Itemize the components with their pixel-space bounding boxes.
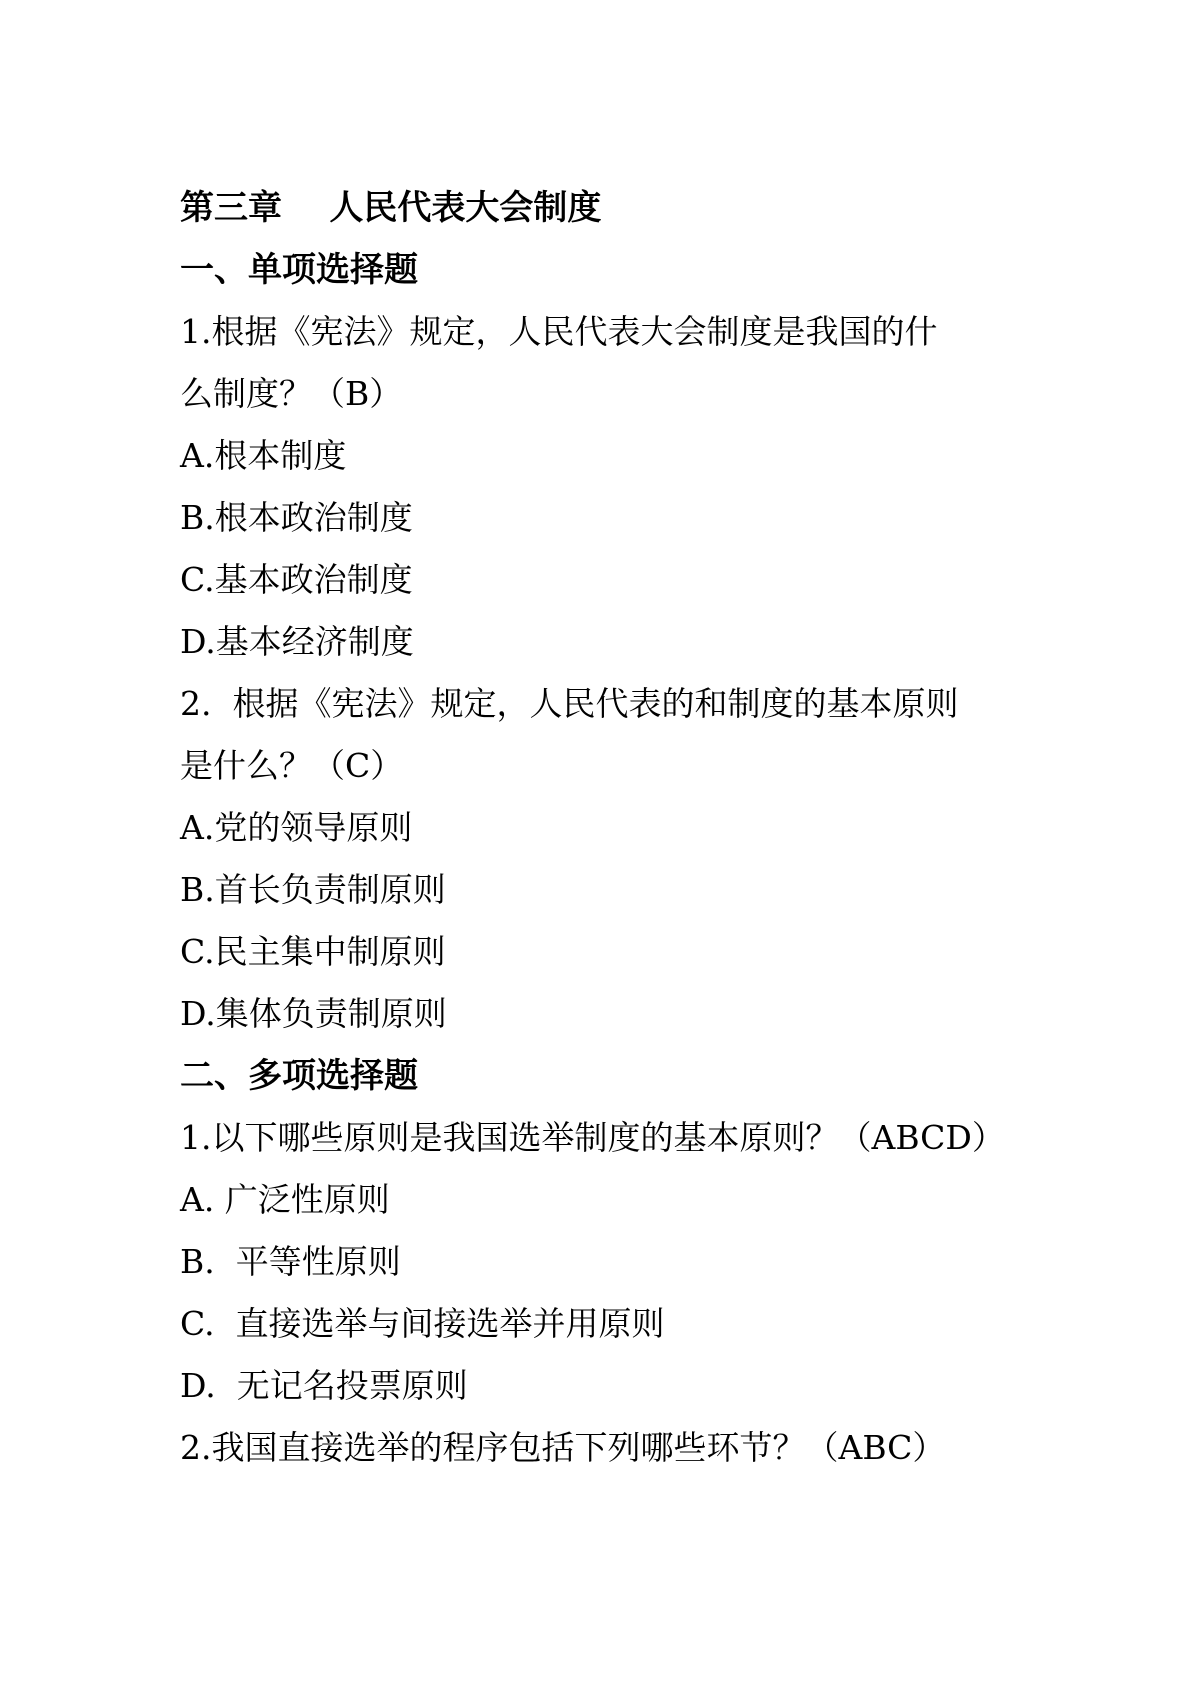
question-stem-line: 2.我国直接选举的程序包括下列哪些环节？（ABC） bbox=[180, 1428, 946, 1467]
section-heading-single-choice: 一、单项选择题 bbox=[180, 250, 418, 290]
question-stem-line: 1.根据《宪法》规定，人民代表大会制度是我国的什 bbox=[180, 312, 938, 351]
question-stem-line: 1.以下哪些原则是我国选举制度的基本原则？（ABCD） bbox=[180, 1118, 1005, 1157]
answer-option: C.基本政治制度 bbox=[180, 560, 413, 599]
question-stem-line: 么制度？（B） bbox=[180, 374, 403, 413]
answer-option: B.首长负责制原则 bbox=[180, 870, 446, 909]
answer-option: A. 广泛性原则 bbox=[180, 1180, 390, 1219]
answer-option: A.党的领导原则 bbox=[180, 808, 413, 847]
answer-option: A.根本制度 bbox=[180, 436, 347, 475]
chapter-title: 第三章 人民代表大会制度 bbox=[180, 188, 602, 228]
answer-option: B. 平等性原则 bbox=[180, 1242, 401, 1281]
section-heading-multiple-choice: 二、多项选择题 bbox=[180, 1056, 418, 1096]
answer-option: D. 无记名投票原则 bbox=[180, 1366, 468, 1405]
answer-option: D.集体负责制原则 bbox=[180, 994, 447, 1033]
answer-option: C.民主集中制原则 bbox=[180, 932, 446, 971]
question-stem-line: 是什么？（C） bbox=[180, 746, 404, 785]
answer-option: C. 直接选举与间接选举并用原则 bbox=[180, 1304, 665, 1343]
answer-option: B.根本政治制度 bbox=[180, 498, 413, 537]
document-body bbox=[180, 177, 1020, 1479]
question-stem-line: 2. 根据《宪法》规定，人民代表的和制度的基本原则 bbox=[180, 684, 959, 723]
answer-option: D.基本经济制度 bbox=[180, 622, 414, 661]
